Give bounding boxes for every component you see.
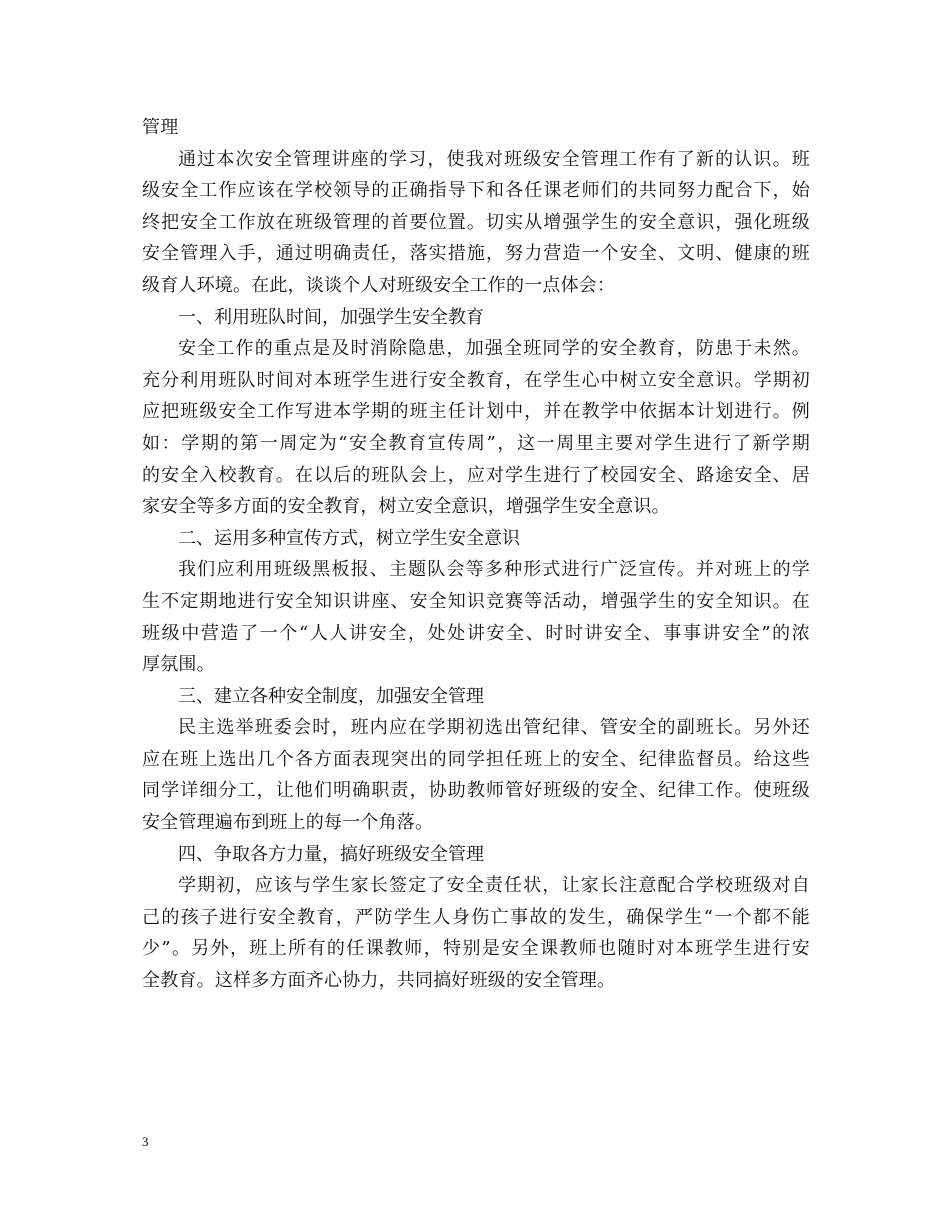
paragraph-line: 级育人环境。在此，谈谈个人对班级安全工作的一点体会：	[142, 274, 616, 296]
paragraph-line: 管理	[142, 117, 179, 138]
text-lines	[142, 112, 810, 997]
section-heading: 三、建立各种安全制度，加强安全管理	[178, 685, 484, 707]
paragraph-line: 班级中营造了一个“人人讲安全，处处讲安全、时时讲安全、事事讲安全”的浓	[142, 622, 810, 644]
section-heading: 二、运用多种宣传方式，树立学生安全意识	[178, 527, 520, 549]
paragraph-line: 如：学期的第一周定为“安全教育宣传周”，这一周里主要对学生进行了新学期	[142, 432, 810, 454]
paragraph-line: 少”。另外，班上所有的任课教师，特别是安全课教师也随时对本班学生进行安	[142, 938, 810, 960]
paragraph-line: 安全管理遍布到班上的每一个角落。	[142, 812, 434, 834]
paragraph-line: 应在班上选出几个各方面表现突出的同学担任班上的安全、纪律监督员。给这些	[142, 748, 810, 770]
document-body	[142, 112, 810, 997]
paragraph-line: 安全工作的重点是及时消除隐患，加强全班同学的安全教育，防患于未然。	[178, 338, 810, 360]
paragraph-line: 通过本次安全管理讲座的学习，使我对班级安全管理工作有了新的认识。班	[178, 148, 810, 170]
paragraph-line: 终把安全工作放在班级管理的首要位置。切实从增强学生的安全意识，强化班级	[142, 211, 810, 233]
paragraph-line: 全教育。这样多方面齐心协力，共同搞好班级的安全管理。	[142, 970, 616, 992]
paragraph-line: 我们应利用班级黑板报、主题队会等多种形式进行广泛宣传。并对班上的学	[178, 559, 810, 581]
paragraph-line: 同学详细分工，让他们明确职责，协助教师管好班级的安全、纪律工作。使班级	[142, 780, 810, 802]
paragraph-line: 家安全等多方面的安全教育，树立安全意识，增强学生安全意识。	[142, 496, 670, 518]
paragraph-line: 民主选举班委会时，班内应在学期初选出管纪律、管安全的副班长。另外还	[178, 717, 810, 739]
paragraph-line: 应把班级安全工作写进本学期的班主任计划中，并在教学中依据本计划进行。例	[142, 401, 810, 423]
paragraph-line: 厚氛围。	[142, 654, 215, 676]
section-heading: 四、争取各方力量，搞好班级安全管理	[178, 843, 484, 865]
section-heading: 一、利用班队时间，加强学生安全教育	[178, 306, 484, 328]
paragraph-line: 生不定期地进行安全知识讲座、安全知识竞赛等活动，增强学生的安全知识。在	[142, 590, 810, 612]
paragraph-line: 充分利用班队时间对本班学生进行安全教育，在学生心中树立安全意识。学期初	[142, 369, 810, 391]
paragraph-line: 学期初，应该与学生家长签定了安全责任状，让家长注意配合学校班级对自	[178, 875, 810, 897]
paragraph-line: 安全管理入手，通过明确责任，落实措施，努力营造一个安全、文明、健康的班	[142, 243, 810, 265]
paragraph-line: 己的孩子进行安全教育，严防学生人身伤亡事故的发生，确保学生“一个都不能	[142, 906, 810, 928]
paragraph-line: 级安全工作应该在学校领导的正确指导下和各任课老师们的共同努力配合下，始	[142, 180, 810, 202]
page-number: 3	[142, 1134, 149, 1149]
paragraph-line: 的安全入校教育。在以后的班队会上，应对学生进行了校园安全、路途安全、居	[142, 464, 810, 486]
